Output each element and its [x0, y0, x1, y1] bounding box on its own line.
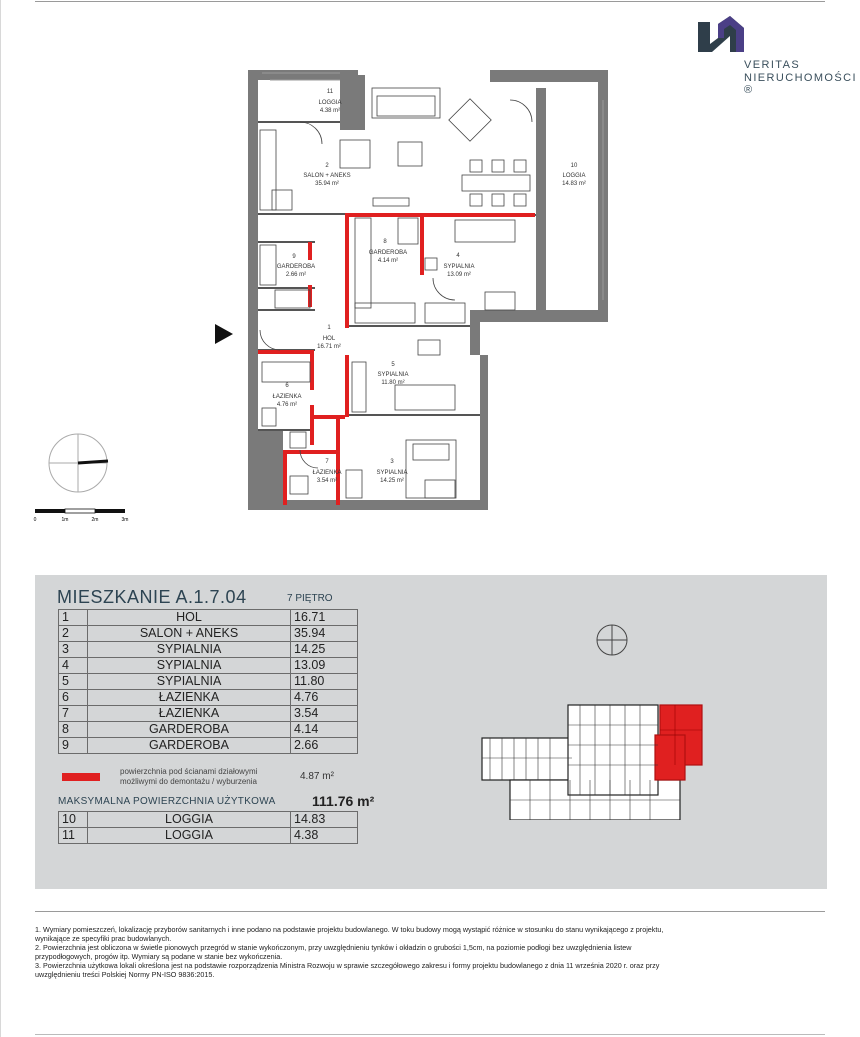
scale-label-0: 0: [33, 517, 37, 523]
cell-area: 16.71: [291, 610, 358, 626]
cell-no: 3: [59, 642, 88, 658]
room-11-name: LOGGIA: [318, 100, 342, 106]
room-4-number: 4: [456, 253, 460, 259]
room-7-name: ŁAZIENKA: [312, 470, 342, 476]
room-2-number: 2: [325, 163, 329, 169]
room-8-name: GARDEROBA: [368, 250, 408, 256]
table-row: [59, 610, 358, 626]
table-row: [59, 626, 358, 642]
room-10-number: 10: [570, 163, 578, 169]
cell-area: 14.25: [291, 642, 358, 658]
room-2-area: 35.94 m²: [315, 181, 339, 187]
cell-area: 4.14: [291, 722, 358, 738]
max-area-row: [58, 793, 375, 811]
room-9-name: GARDEROBA: [276, 264, 316, 270]
room-8-number: 8: [383, 239, 387, 245]
table-row: [59, 812, 358, 828]
cell-no: 10: [59, 812, 88, 828]
room-1-area: 16.71 m²: [317, 344, 341, 350]
table-row: [59, 658, 358, 674]
footnotes: [35, 911, 825, 979]
room-2-name: SALON + ANEKS: [303, 173, 351, 179]
scale-label-1: 1m: [61, 517, 69, 523]
table-row: [59, 722, 358, 738]
cell-name: ŁAZIENKA: [88, 690, 291, 706]
scale-label-2: 2m: [91, 517, 99, 523]
room-4-name: SYPIALNIA: [443, 264, 475, 270]
cell-no: 7: [59, 706, 88, 722]
table-row: [59, 706, 358, 722]
room-1-name: HOL: [322, 336, 336, 342]
cell-no: 6: [59, 690, 88, 706]
legend-line1: powierzchnia pod ścianami działowymi: [120, 767, 258, 776]
cell-no: 8: [59, 722, 88, 738]
cell-area: 35.94: [291, 626, 358, 642]
cell-area: 2.66: [291, 738, 358, 754]
entrance-arrow-icon: [215, 324, 233, 344]
cell-name: ŁAZIENKA: [88, 706, 291, 722]
cell-area: 11.80: [291, 674, 358, 690]
unit-info-panel: [35, 575, 827, 889]
room-4-area: 13.09 m²: [447, 272, 471, 278]
cell-no: 5: [59, 674, 88, 690]
building-key-plan: [480, 700, 720, 820]
cell-area: 4.38: [291, 828, 358, 844]
note-2a: 2. Powierzchnia jest obliczona w świetle pionowych przegród w stanie wykończonym, przy uwzględnieniu tynków i okładzin o grubości 1,5cm, na poziomie podłogi bez uwzględnienia listew: [35, 943, 632, 952]
loggia-table: [58, 811, 358, 844]
room-6-name: ŁAZIENKA: [272, 394, 302, 400]
room-3-number: 3: [390, 459, 394, 465]
table-row: [59, 690, 358, 706]
brand-line1: VERITAS: [744, 59, 801, 71]
removable-walls: [258, 213, 535, 505]
room-11-number: 11: [326, 89, 334, 95]
cell-area: 3.54: [291, 706, 358, 722]
room-10-area: 14.83 m²: [562, 181, 586, 187]
bottom-rule: [35, 1034, 825, 1035]
room-7-area: 3.54 m²: [316, 478, 338, 484]
cell-name: SYPIALNIA: [88, 674, 291, 690]
cell-name: LOGGIA: [88, 812, 291, 828]
note-1a: 1. Wymiary pomieszczeń, lokalizację przyborów sanitarnych i inne podano na podstawie projektu budowlanego. W toku budowy mogą wystąpić różnice w stosunku do stanu wynikającego z projektu,: [35, 925, 664, 934]
compass-icon: [49, 434, 108, 492]
furniture: [260, 88, 532, 498]
small-compass-icon: [595, 623, 629, 657]
cell-name: GARDEROBA: [88, 738, 291, 754]
cell-name: HOL: [88, 610, 291, 626]
room-5-number: 5: [391, 362, 395, 368]
cell-area: 14.83: [291, 812, 358, 828]
table-row: [59, 738, 358, 754]
cell-no: 2: [59, 626, 88, 642]
note-3a: 3. Powierzchnia użytkowa lokali określona jest na podstawie rozporządzenia Ministra Rozwoju w sprawie szczegółowego zakresu i formy projektu budowlanego z dnia 11 września 2020 r. oraz przy: [35, 961, 660, 970]
brand-line2: NIERUCHOMOŚCI ®: [744, 72, 857, 96]
room-5-name: SYPIALNIA: [377, 372, 409, 378]
table-row: [59, 674, 358, 690]
cell-area: 4.76: [291, 690, 358, 706]
legend-line2: możliwymi do demontażu / wyburzenia: [120, 777, 257, 786]
room-6-number: 6: [285, 383, 289, 389]
table-row: [59, 828, 358, 844]
cell-no: 1: [59, 610, 88, 626]
cell-name: GARDEROBA: [88, 722, 291, 738]
table-row: [59, 642, 358, 658]
cell-name: LOGGIA: [88, 828, 291, 844]
room-8-area: 4.14 m²: [377, 258, 399, 264]
note-3b: uwzględnieniu treści Polskiej Normy PN-ISO 9836:2015.: [35, 970, 215, 979]
legend-text: [120, 767, 257, 787]
room-10-name: LOGGIA: [562, 173, 586, 179]
unit-floor: 7 PIĘTRO: [287, 593, 333, 604]
scale-bar: [34, 509, 129, 523]
room-1-number: 1: [327, 325, 331, 331]
max-area-value: 111.76 m²: [312, 793, 375, 809]
removable-walls-legend: [58, 767, 358, 793]
cell-name: SALON + ANEKS: [88, 626, 291, 642]
cell-no: 11: [59, 828, 88, 844]
room-6-area: 4.76 m²: [276, 402, 298, 408]
cell-no: 9: [59, 738, 88, 754]
room-9-number: 9: [292, 254, 296, 260]
unit-title: MIESZKANIE A.1.7.04: [57, 587, 247, 607]
legend-swatch: [62, 773, 100, 781]
cell-area: 13.09: [291, 658, 358, 674]
note-2b: przypodłogowych, progów itp. Wymiary są podane w stanie bez wykończenia.: [35, 952, 283, 961]
rooms-table: [58, 609, 358, 754]
room-3-name: SYPIALNIA: [376, 470, 408, 476]
room-3-area: 14.25 m²: [380, 478, 404, 484]
room-5-area: 11.80 m²: [381, 380, 405, 386]
room-11-area: 4.38 m²: [319, 108, 341, 114]
scale-label-3: 3m: [121, 517, 129, 523]
max-area-label: MAKSYMALNA POWIERZCHNIA UŻYTKOWA: [58, 796, 276, 807]
room-7-number: 7: [325, 459, 329, 465]
note-1b: wynikające ze specyfiki prac budowlanych.: [35, 934, 172, 943]
cell-no: 4: [59, 658, 88, 674]
legend-value: 4.87 m²: [300, 771, 334, 782]
cell-name: SYPIALNIA: [88, 658, 291, 674]
cell-name: SYPIALNIA: [88, 642, 291, 658]
room-9-area: 2.66 m²: [285, 272, 307, 278]
